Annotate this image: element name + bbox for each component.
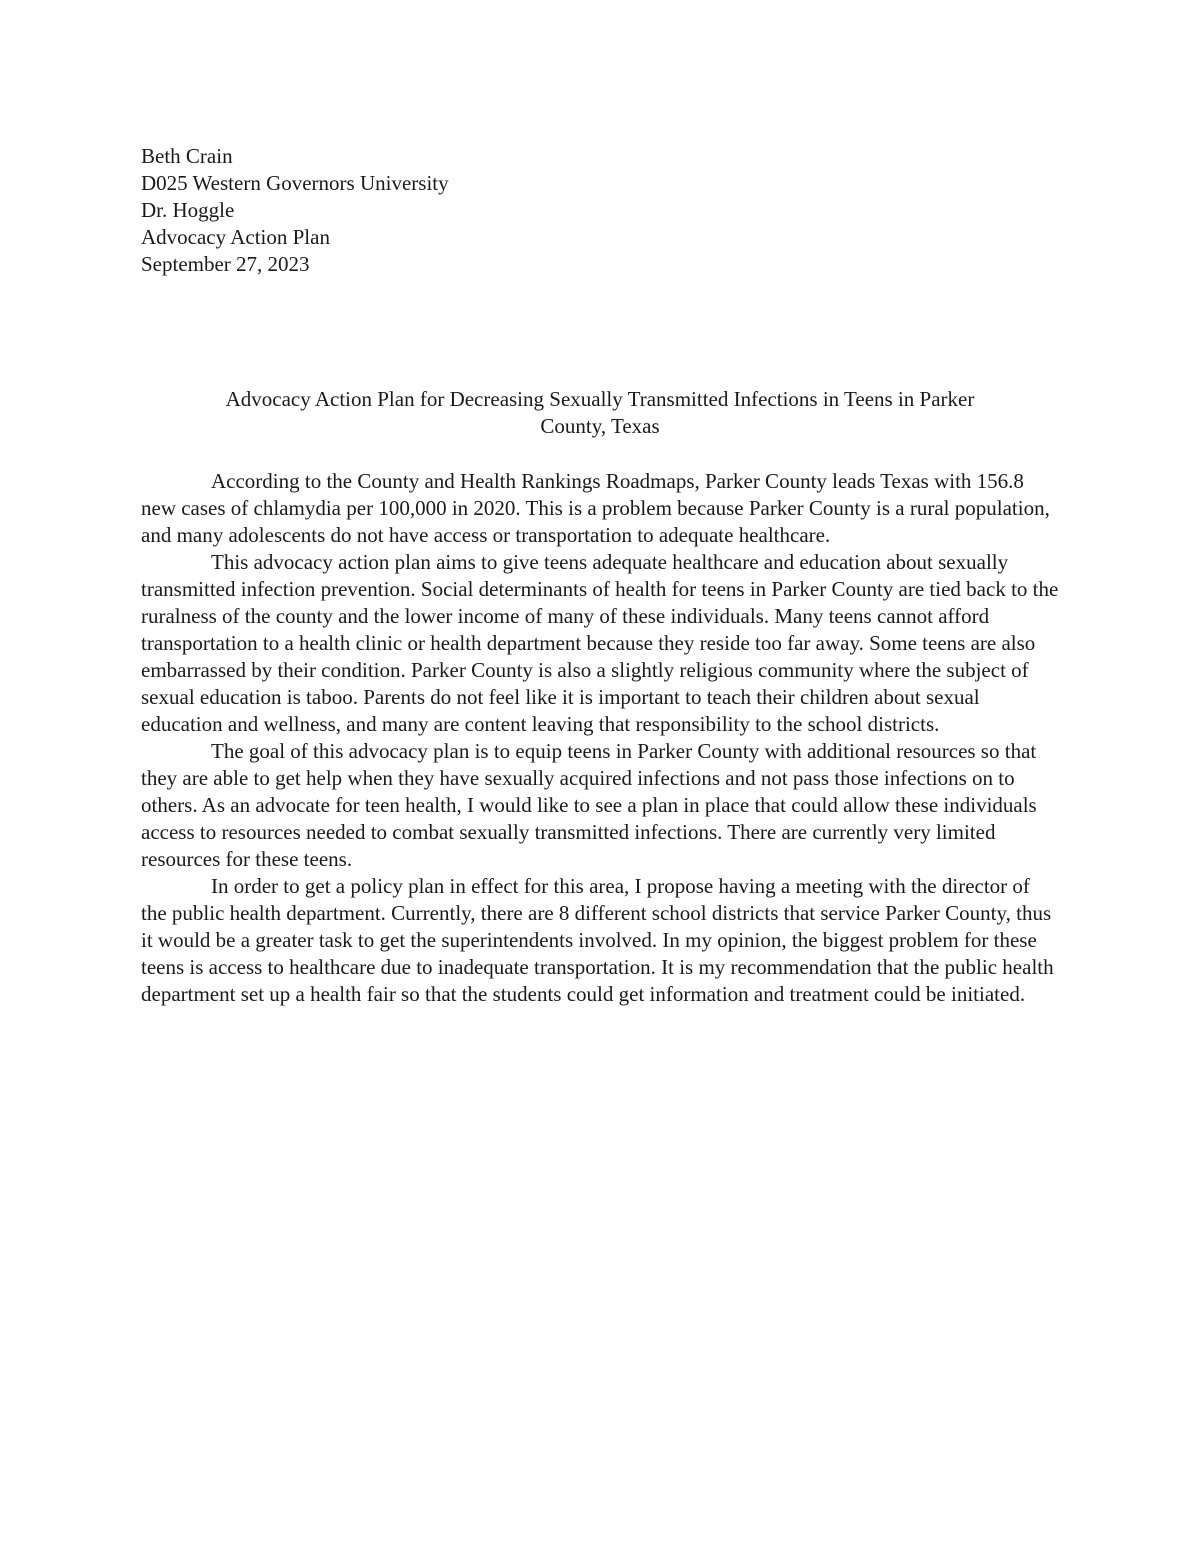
paragraph-social-determinants: This advocacy action plan aims to give teens adequate healthcare and education about sexually transmitted infection prevention. Social determinants of health for teens in Parker County are tied back to the ruralness of the county and the lower income of many of these individuals. Many teens cannot afford transportation to a health clinic or health department because they reside too far away. Some teens are also embarrassed by their condition. Parker County is also a slightly religious community where the subject of sexual education is taboo. Parents do not feel like it is important to teach their children about sexual education and wellness, and many are content leaving that responsibility to the school districts. [141,550,1059,736]
paragraph-goal: The goal of this advocacy plan is to equip teens in Parker County with additional resources so that they are able to get help when they have sexually acquired infections and not pass those infections on to others. As an advocate for teen health, I would like to see a plan in place that could allow these individuals access to resources needed to combat sexually transmitted infections. There are currently very limited resources for these teens. [141,739,1037,871]
paragraph-problem-statement: According to the County and Health Rankings Roadmaps, Parker County leads Texas with 156.8 new cases of chlamydia per 100,000 in 2020. This is a problem because Parker County is a rural population, and many adolescents do not have access or transportation to adequate healthcare. [141,469,1050,547]
document-date: September 27, 2023 [141,252,310,276]
document-body [141,468,1059,1008]
title-line-2: County, Texas [540,414,660,438]
author-name: Beth Crain [141,144,233,168]
assignment-name: Advocacy Action Plan [141,225,330,249]
instructor-name: Dr. Hoggle [141,198,235,222]
title-line-1: Advocacy Action Plan for Decreasing Sexually Transmitted Infections in Teens in Parker [225,387,975,411]
paragraph-policy-proposal: In order to get a policy plan in effect for this area, I propose having a meeting with the director of the public health department. Currently, there are 8 different school districts that service Parker County, thus it would be a greater task to get the superintendents involved. In my opinion, the biggest problem for these teens is access to healthcare due to inadequate transportation. It is my recommendation that the public health department set up a health fair so that the students could get information and treatment could be initiated. [141,874,1054,1006]
course-name: D025 Western Governors University [141,171,449,195]
document-header [141,143,1061,278]
document-title [141,386,1059,440]
